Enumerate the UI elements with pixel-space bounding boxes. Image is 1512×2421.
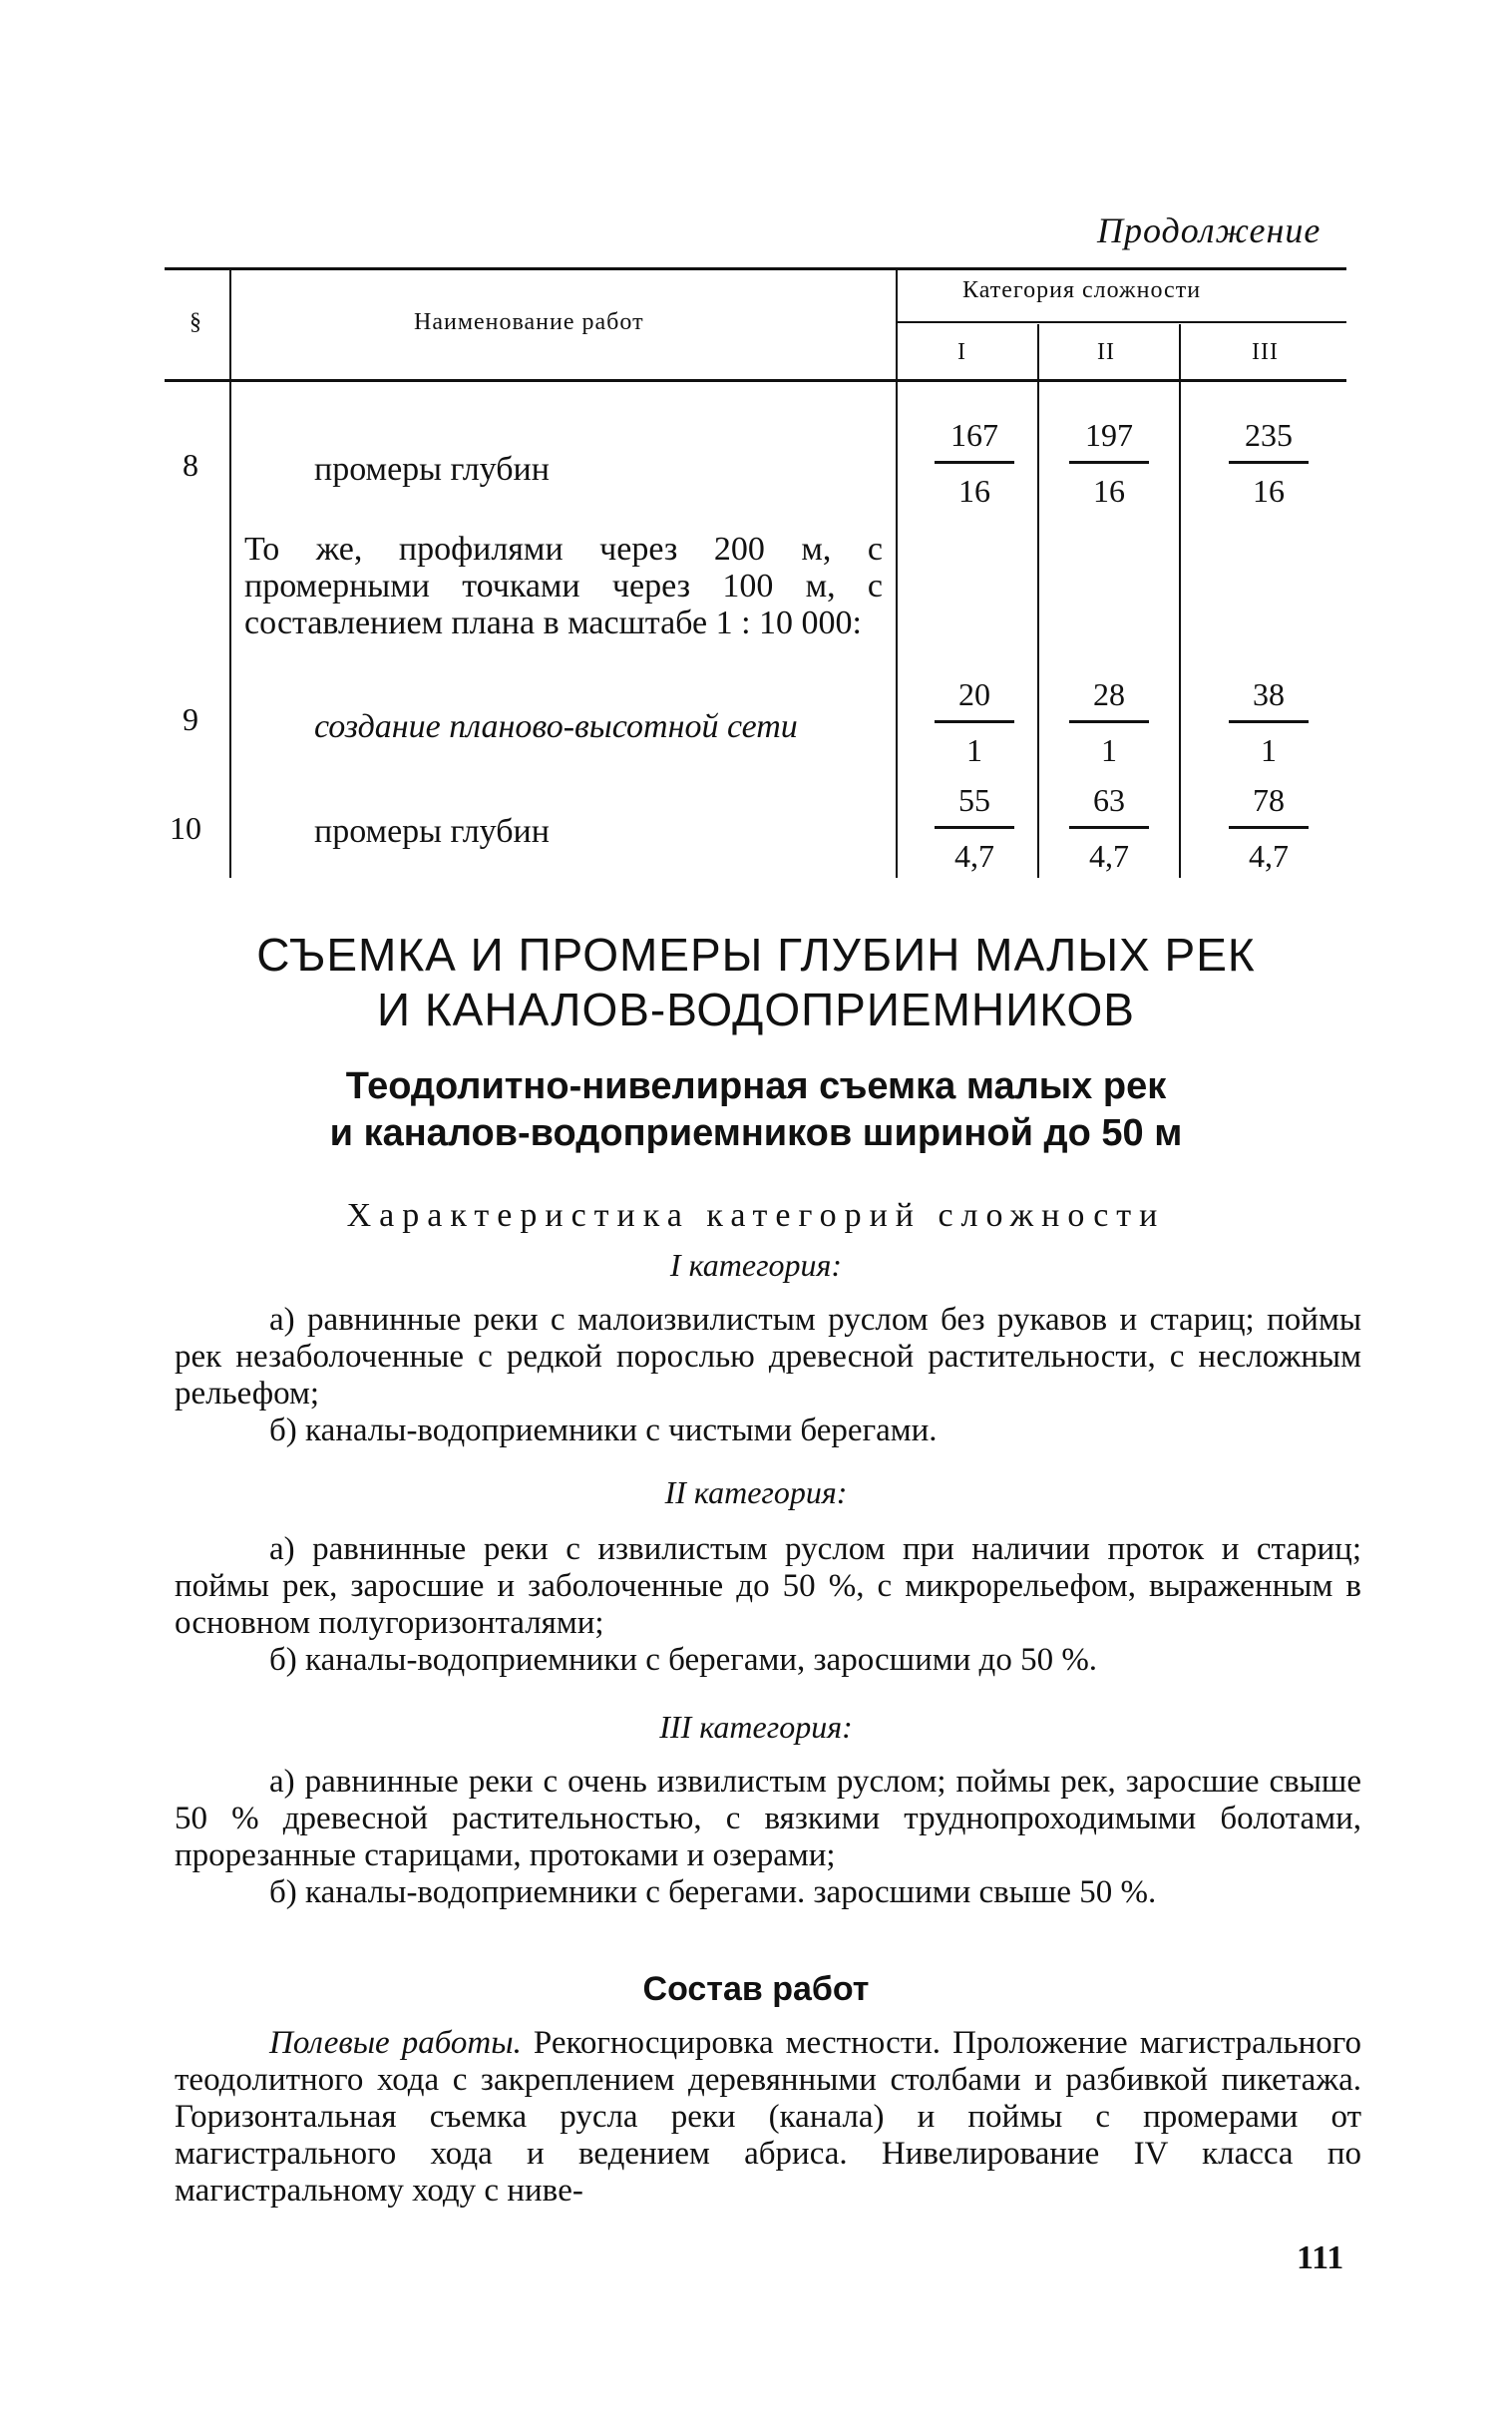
category-title: I категория:: [669, 1247, 843, 1283]
value-denominator: 16: [1093, 473, 1125, 509]
row-name: промеры глубин: [314, 451, 550, 488]
row-section: 8: [183, 447, 198, 483]
value-numerator: 20: [958, 676, 990, 712]
table-header-rule: [165, 379, 1346, 382]
fraction-line: [1229, 720, 1309, 723]
subheading-line1: Теодолитно-нивелирная съемка малых рек: [345, 1065, 1167, 1107]
category-items: [175, 1531, 1361, 1679]
value-denominator: 16: [958, 473, 990, 509]
fraction-line: [935, 826, 1014, 829]
fraction-line: [1069, 461, 1149, 464]
value-denominator: 4,7: [1249, 838, 1289, 874]
section-heading-line2: И КАНАЛОВ-ВОДОПРИЕМНИКОВ: [377, 984, 1135, 1035]
value-numerator: 197: [1085, 417, 1133, 453]
section-heading-line1: СЪЕМКА И ПРОМЕРЫ ГЛУБИН МАЛЫХ РЕК: [256, 929, 1256, 981]
header-category: Категория сложности: [962, 277, 1202, 303]
fraction-line: [935, 720, 1014, 723]
header-cat-2: II: [1097, 339, 1115, 365]
header-name: Наименование работ: [414, 309, 644, 335]
category-title: III категория:: [659, 1709, 853, 1745]
value-numerator: 55: [958, 782, 990, 818]
col-sep-4: [1179, 324, 1181, 878]
continued-label: Продолжение: [1097, 210, 1322, 250]
composition-title: Состав работ: [642, 1970, 870, 2008]
fieldwork-text: [175, 2025, 1361, 2210]
value-numerator: 63: [1093, 782, 1125, 818]
value-numerator: 28: [1093, 676, 1125, 712]
page-number: 111: [1297, 2239, 1344, 2276]
category-items: [175, 1764, 1361, 1911]
fieldwork-paragraph: [175, 2025, 1361, 2210]
row-section: 10: [170, 810, 201, 846]
header-cat-1: I: [957, 339, 966, 365]
category-item: б) каналы-водоприемники с чистыми берегами.: [269, 1412, 938, 1448]
table-top-rule: [165, 267, 1346, 270]
value-denominator: 1: [1101, 732, 1117, 768]
fraction-line: [1069, 720, 1149, 723]
value-numerator: 38: [1253, 676, 1285, 712]
category-items: [175, 1302, 1361, 1449]
row-name: промеры глубин: [314, 813, 550, 850]
fraction-line: [1069, 826, 1149, 829]
characteristics-title: Характеристика категорий сложности: [346, 1197, 1166, 1234]
header-section: §: [189, 309, 202, 335]
category-title: II категория:: [664, 1474, 848, 1510]
category-underline: [896, 321, 1346, 323]
value-numerator: 78: [1253, 782, 1285, 818]
col-sep-3: [1037, 324, 1039, 878]
value-denominator: 4,7: [954, 838, 994, 874]
value-denominator: 1: [1261, 732, 1277, 768]
fraction-line: [935, 461, 1014, 464]
category-item: а) равнинные реки с очень извилистым руслом; поймы рек, заросшие свыше 50 % древесной растительностью, с вязкими труднопроходимыми болотами, прорезанные старицами, протоками и озерами;: [175, 1764, 1361, 1873]
row-name: создание планово-высотной сети: [314, 708, 798, 745]
category-item: а) равнинные реки с извилистым руслом при наличии проток и стариц; поймы рек, заросшие и заболоченные до 50 %, с микрорельефом, выраженным в основном полугоризонталями;: [175, 1531, 1361, 1641]
col-sep-2: [896, 267, 898, 878]
fraction-line: [1229, 826, 1309, 829]
col-sep-1: [229, 267, 231, 878]
fraction-line: [1229, 461, 1309, 464]
value-denominator: 4,7: [1089, 838, 1129, 874]
header-cat-3: III: [1252, 339, 1279, 365]
value-numerator: 167: [950, 417, 998, 453]
value-denominator: 16: [1253, 473, 1285, 509]
category-item: а) равнинные реки с малоизвилистым руслом без рукавов и стариц; поймы рек незаболоченные с редкой порослью древесной растительности, с несложным рельефом;: [175, 1302, 1361, 1412]
subheading-line2: и каналов-водоприемников шириной до 50 м: [329, 1112, 1183, 1154]
value-numerator: 235: [1245, 417, 1293, 453]
fieldwork-lead: Полевые работы.: [269, 2025, 522, 2061]
fieldwork-body: Рекогносцировка местности. Проложение магистрального теодолитного хода с закреплением деревянными столбами и разбивкой пикетажа. Горизонтальная съемка русла реки (канала) и поймы с промерами от магистрального хода и ведением абриса. Нивелирование IV класса по магистральному ходу с нивe-: [175, 2025, 1362, 2209]
category-item: б) каналы-водоприемники с берегами, заросшими до 50 %.: [269, 1642, 1098, 1678]
value-denominator: 1: [966, 732, 982, 768]
category-item: б) каналы-водоприемники с берегами. заросшими свыше 50 %.: [269, 1874, 1157, 1910]
row-name: То же, профилями через 200 м, с промерными точками через 100 м, с составлением плана в масштабе 1 : 10 000:: [244, 531, 883, 641]
row-section: 9: [183, 701, 198, 737]
